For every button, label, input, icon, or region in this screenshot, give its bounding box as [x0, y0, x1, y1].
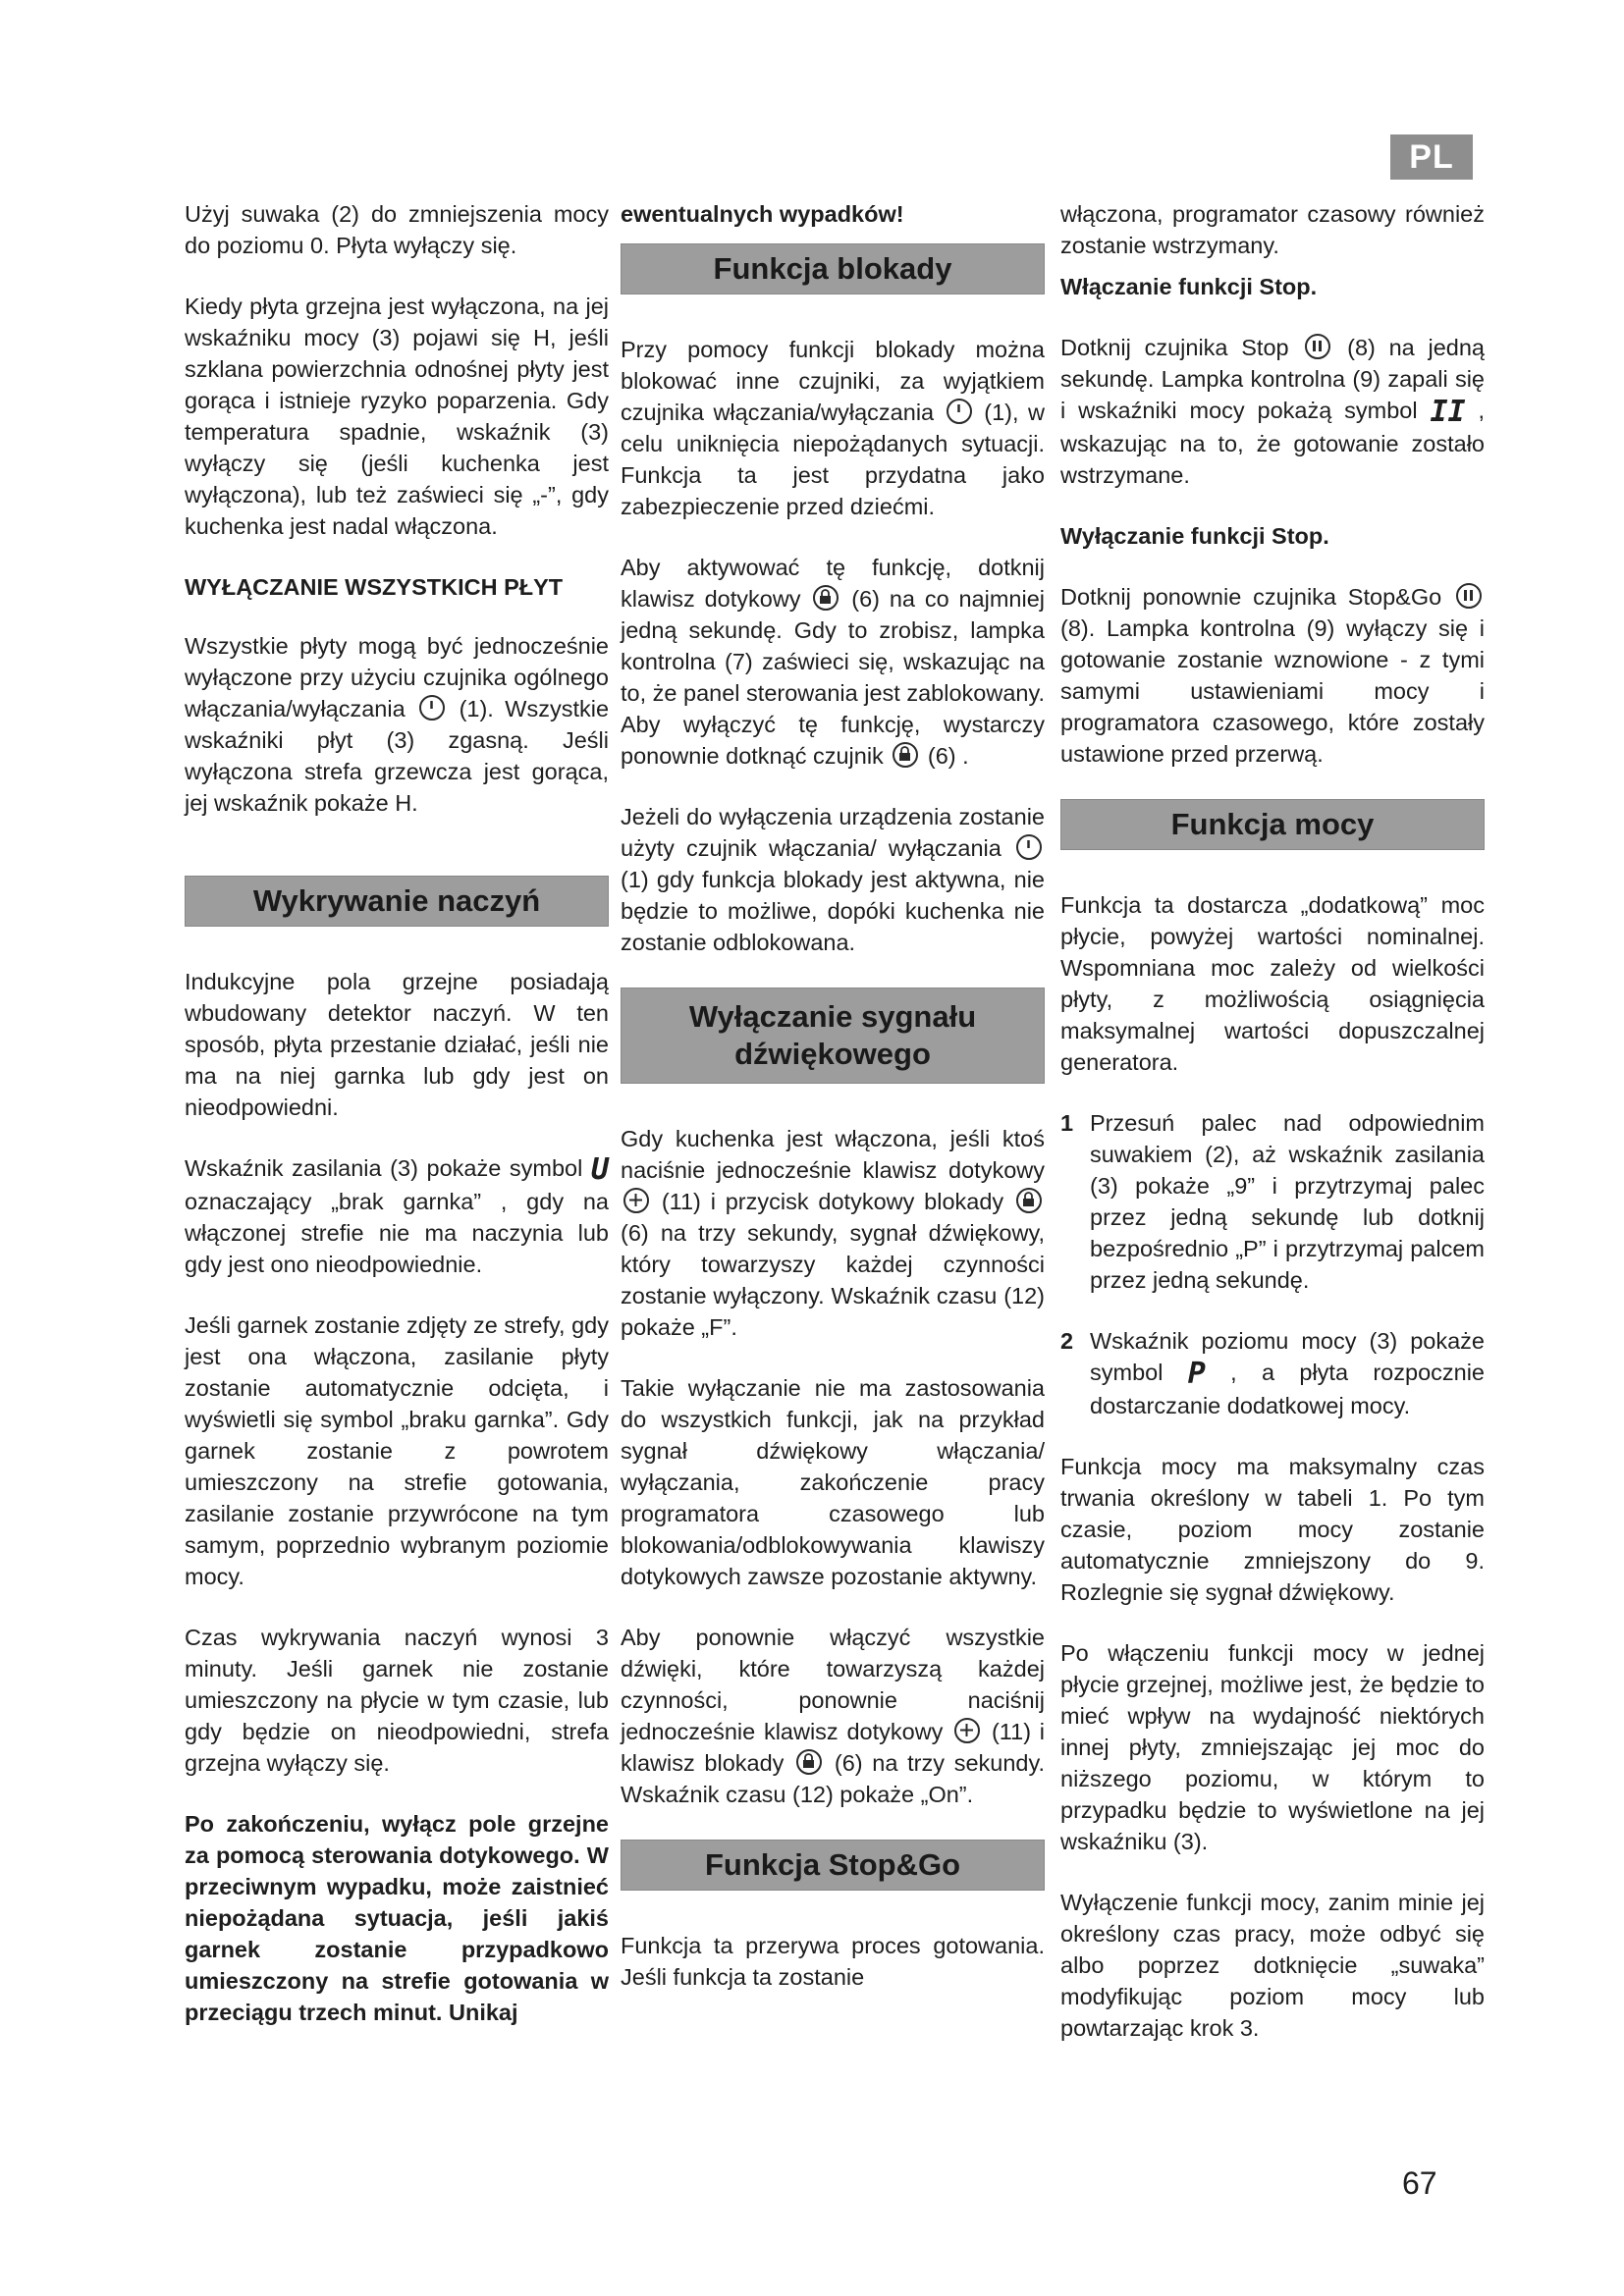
section-heading-detection: Wykrywanie naczyń — [185, 876, 609, 927]
lock-icon — [813, 585, 839, 611]
paragraph: Gdy kuchenka jest włączona, jeśli ktoś naciśnie jednocześnie klawisz dotykowy (11) i przycisk dotykowy blokady (6) na trzy sekundy, sygnał dźwiękowy, który towarzyszy każdej czynności zostanie wyłączony. Wskaźnik czasu (12) pokaże „F”. — [621, 1126, 1045, 1340]
paragraph: Przy pomocy funkcji blokady można blokować inne czujniki, za wyjątkiem czujnika włączania/wyłączania (1), w celu uniknięcia niepożądanych sytuacji. Funkcja ta jest przydatna jako zabezpieczenie przed dziećmi. — [621, 337, 1046, 519]
list-item: 2 Wskaźnik poziomu mocy (3) pokaże symbol P , a płyta rozpocznie dostarczanie dodatkowej mocy. — [1060, 1328, 1485, 1418]
paragraph: Funkcja mocy ma maksymalny czas trwania określony w tabeli 1. Po tym czasie, poziom mocy zostanie automatycznie zmniejszony do 9. Rozlegnie się sygnał dźwiękowy. — [1060, 1454, 1485, 1605]
column-middle — [621, 198, 1045, 2022]
warning-paragraph: Po zakończeniu, wyłącz pole grzejne za pomocą sterowania dotykowego. W przeciwnym wypadku, może zaistnieć niepożądana sytuacja, jeśli jakiś garnek zostanie przypadkowo umieszczony na strefie gotowania w przeciągu trzech minut. Unikaj — [185, 1811, 609, 2025]
pause-symbol: II — [1430, 395, 1466, 429]
pause-icon — [1305, 334, 1330, 359]
paragraph: Kiedy płyta grzejna jest wyłączona, na jej wskaźniku mocy (3) pojawi się H, jeśli szklana powierzchnia odnośnej płyty jest gorąca i istnieje ryzyko poparzenia. Gdy temperatura spadnie, wskaźnik (3) wyłączy się (jeśli kuchenka jest wyłączona), lub też zaświeci się „-”, gdy kuchenka jest nadal włączona. — [185, 294, 609, 539]
lock-icon — [1016, 1188, 1042, 1213]
paragraph: Funkcja ta przerywa proces gotowania. Jeśli funkcja ta zostanie — [621, 1933, 1045, 1990]
paragraph: Aby aktywować tę funkcję, dotknij klawisz dotykowy (6) na co najmniej jedną sekundę. Gdy to zrobisz, lampka kontrolna (7) zaświeci się, wskazując na to, że panel sterowania jest zablokowany. Aby wyłączyć tę funkcję, wystarczy ponownie dotknąć czujnik (6) . — [621, 555, 1046, 769]
paragraph: Wskaźnik zasilania (3) pokaże symbol U oznaczający „brak garnka” , gdy na włączonej strefie nie ma naczynia lub gdy jest ono nieodpowiednie. — [185, 1152, 609, 1277]
no-pot-symbol: U — [590, 1152, 609, 1187]
subheading-stop-on: Włączanie funkcji Stop. — [1060, 274, 1318, 299]
paragraph: Takie wyłączanie nie ma zastosowania do wszystkich funkcji, jak na przykład sygnał dźwiękowy włączania/ wyłączania, zakończenie pracy programatora czasowego lub blokowania/odblokowywania klawiszy dotykowych zawsze pozostanie aktywny. — [621, 1375, 1045, 1589]
power-icon — [1016, 834, 1042, 860]
power-boost-symbol: P — [1187, 1357, 1206, 1391]
heading-all-off: WYŁĄCZANIE WSZYSTKICH PŁYT — [185, 574, 564, 600]
paragraph: Jeśli garnek zostanie zdjęty ze strefy, gdy jest ona włączona, zasilanie płyty zostanie automatycznie odcięta, i wyświetli się symbol „braku garnka”. Gdy garnek zostanie z powrotem umieszczony na strefie gotowania, zasilanie zostanie przywrócone na tym samym, poprzednio wybranym poziomie mocy. — [185, 1312, 609, 1589]
lock-icon — [893, 742, 918, 768]
paragraph: ewentualnych wypadków! — [621, 201, 904, 227]
page-number: 67 — [1402, 2165, 1437, 2201]
lock-icon — [796, 1749, 822, 1775]
steps-list — [1060, 1107, 1485, 1421]
paragraph: Wyłączenie funkcji mocy, zanim minie jej określony czas pracy, może odbyć się albo poprzez dotknięcie „suwaka” modyfikując poziom mocy lub powtarzając krok 3. — [1060, 1890, 1485, 2041]
paragraph: Czas wykrywania naczyń wynosi 3 minuty. Jeśli garnek nie zostanie umieszczony na płycie w tym czasie, lub gdy będzie on nieodpowiedni, strefa grzejna wyłączy się. — [185, 1625, 609, 1776]
paragraph: Dotknij czujnika Stop (8) na jedną sekundę. Lampka kontrolna (9) zapali się i wskaźniki mocy pokażą symbol II , wskazując na to, że gotowanie zostało wstrzymane. — [1060, 335, 1486, 488]
section-heading-lock: Funkcja blokady — [621, 243, 1045, 294]
pause-icon — [1456, 583, 1482, 609]
paragraph: włączona, programator czasowy również zostanie wstrzymany. — [1060, 201, 1485, 258]
power-icon — [947, 399, 972, 424]
subheading-stop-off: Wyłączanie funkcji Stop. — [1060, 523, 1329, 549]
column-right — [1060, 198, 1485, 2073]
section-heading-sound: Wyłączanie sygnału dźwiękowego — [621, 988, 1045, 1084]
column-left — [185, 198, 609, 2057]
plus-icon — [623, 1188, 649, 1213]
paragraph: Dotknij ponownie czujnika Stop&Go (8). Lampka kontrolna (9) wyłączy się i gotowanie zostanie wznowione - z tymi samymi ustawieniami mocy i programatora czasowego, które zostały ustawione przed przerwą. — [1060, 584, 1485, 767]
power-icon — [419, 695, 445, 721]
paragraph: Indukcyjne pola grzejne posiadają wbudowany detektor naczyń. W ten sposób, płyta przestanie działać, jeśli nie ma na niej garnka lub gdy jest on nieodpowiedni. — [185, 969, 609, 1120]
paragraph: Wszystkie płyty mogą być jednocześnie wyłączone przy użyciu czujnika ogólnego włączania/wyłączania (1). Wszystkie wskaźniki płyt (3) zgasną. Jeśli wyłączona strefa grzewcza jest gorąca, jej wskaźnik pokaże H. — [185, 633, 610, 816]
paragraph: Funkcja ta dostarcza „dodatkową” moc płycie, powyżej wartości nominalnej. Wspomniana moc zależy od wielkości płyty, z możliwością osiągnięcia maksymalnej wartości dopuszczalnej generatora. — [1060, 892, 1485, 1075]
list-item: 1 Przesuń palec nad odpowiednim suwakiem (2), aż wskaźnik zasilania (3) pokaże „9” i przytrzymaj palec przez jedną sekundę lub dotknij bezpośrednio „P” i przytrzymaj palcem przez jedną sekundę. — [1060, 1110, 1485, 1293]
paragraph: Aby ponownie włączyć wszystkie dźwięki, które towarzyszą każdej czynności, ponownie naciśnij jednocześnie klawisz dotykowy (11) i klawisz blokady (6) na trzy sekundy. Wskaźnik czasu (12) pokaże „On”. — [621, 1625, 1046, 1807]
section-heading-stopgo: Funkcja Stop&Go — [621, 1840, 1045, 1891]
plus-icon — [954, 1718, 980, 1743]
section-heading-power: Funkcja mocy — [1060, 799, 1485, 850]
paragraph: Jeżeli do wyłączenia urządzenia zostanie użyty czujnik włączania/ wyłączania (1) gdy funkcja blokady jest aktywna, nie będzie to możliwe, dopóki kuchenka nie zostanie odblokowana. — [621, 804, 1045, 955]
paragraph: Po włączeniu funkcji mocy w jednej płycie grzejnej, możliwe jest, że będzie to mieć wpływ na wydajność niektórych innej płyty, zmniejszając jej moc do niższego poziomu, w którym to przypadku będzie to wyświetlone na jej wskaźniku (3). — [1060, 1640, 1485, 1854]
paragraph: Użyj suwaka (2) do zmniejszenia mocy do poziomu 0. Płyta wyłączy się. — [185, 201, 609, 258]
language-badge: PL — [1390, 134, 1473, 180]
